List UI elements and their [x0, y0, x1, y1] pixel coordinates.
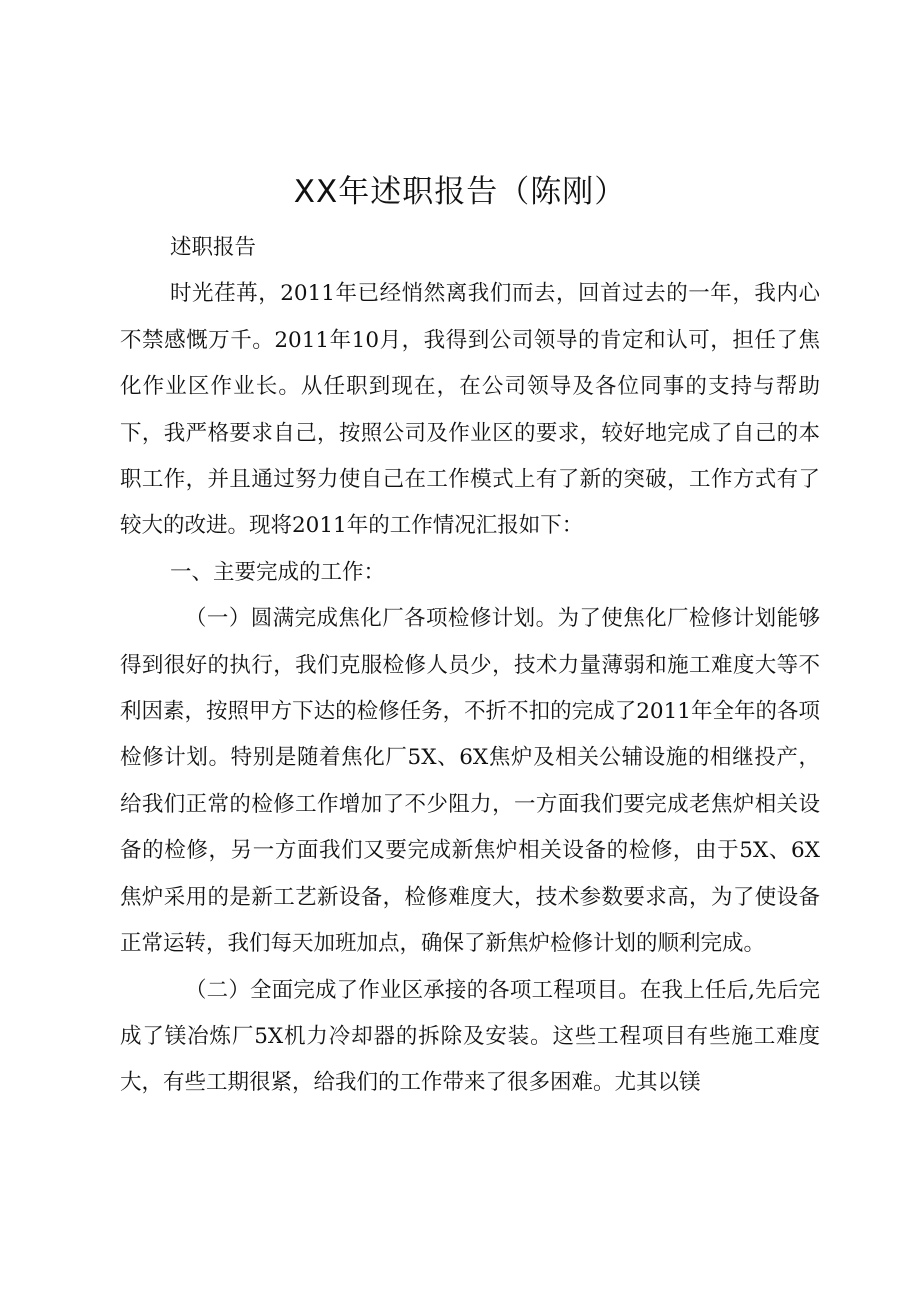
paragraph-heading: 述职报告	[170, 235, 257, 260]
paragraph-intro: 时光荏苒，2011年已经悄然离我们而去，回首过去的一年，我内心不禁感慨万千。2011年10月，我得到公司领导的肯定和认可，担任了焦化作业区作业长。从任职到现在，在公司领导及各位同事的支持与帮助下，我严格要求自己，按照公司及作业区的要求，较好地完成了自己的本职工作，并且通过努力使自己在工作模式上有了新的突破，工作方式有了较大的改进。现将2011年的工作情况汇报如下：	[120, 281, 820, 539]
paragraph-item-2: （二）全面完成了作业区承接的各项工程项目。在我上任后,先后完成了镁冶炼厂5X机力冷却器的拆除及安装。这些工程项目有些施工难度大，有些工期很紧，给我们的工作带来了很多困难。尤其以镁	[120, 977, 820, 1096]
paragraph-item-1: （一）圆满完成焦化厂各项检修计划。为了使焦化厂检修计划能够得到很好的执行，我们克服检修人员少，技术力量薄弱和施工难度大等不利因素，按照甲方下达的检修任务，不折不扣的完成了2011年全年的各项检修计划。特别是随着焦化厂5X、6X焦炉及相关公辅设施的相继投产，给我们正常的检修工作增加了不少阻力，一方面我们要完成老焦炉相关设备的检修，另一方面我们又要完成新焦炉相关设备的检修，由于5X、6X焦炉采用的是新工艺新设备，检修难度大，技术参数要求高，为了使设备正常运转，我们每天加班加点，确保了新焦炉检修计划的顺利完成。	[120, 606, 820, 957]
document-body	[120, 225, 820, 1107]
document-title: XX年述职报告（陈刚）	[293, 174, 627, 210]
paragraph-section-heading: 一、主要完成的工作：	[170, 559, 386, 585]
